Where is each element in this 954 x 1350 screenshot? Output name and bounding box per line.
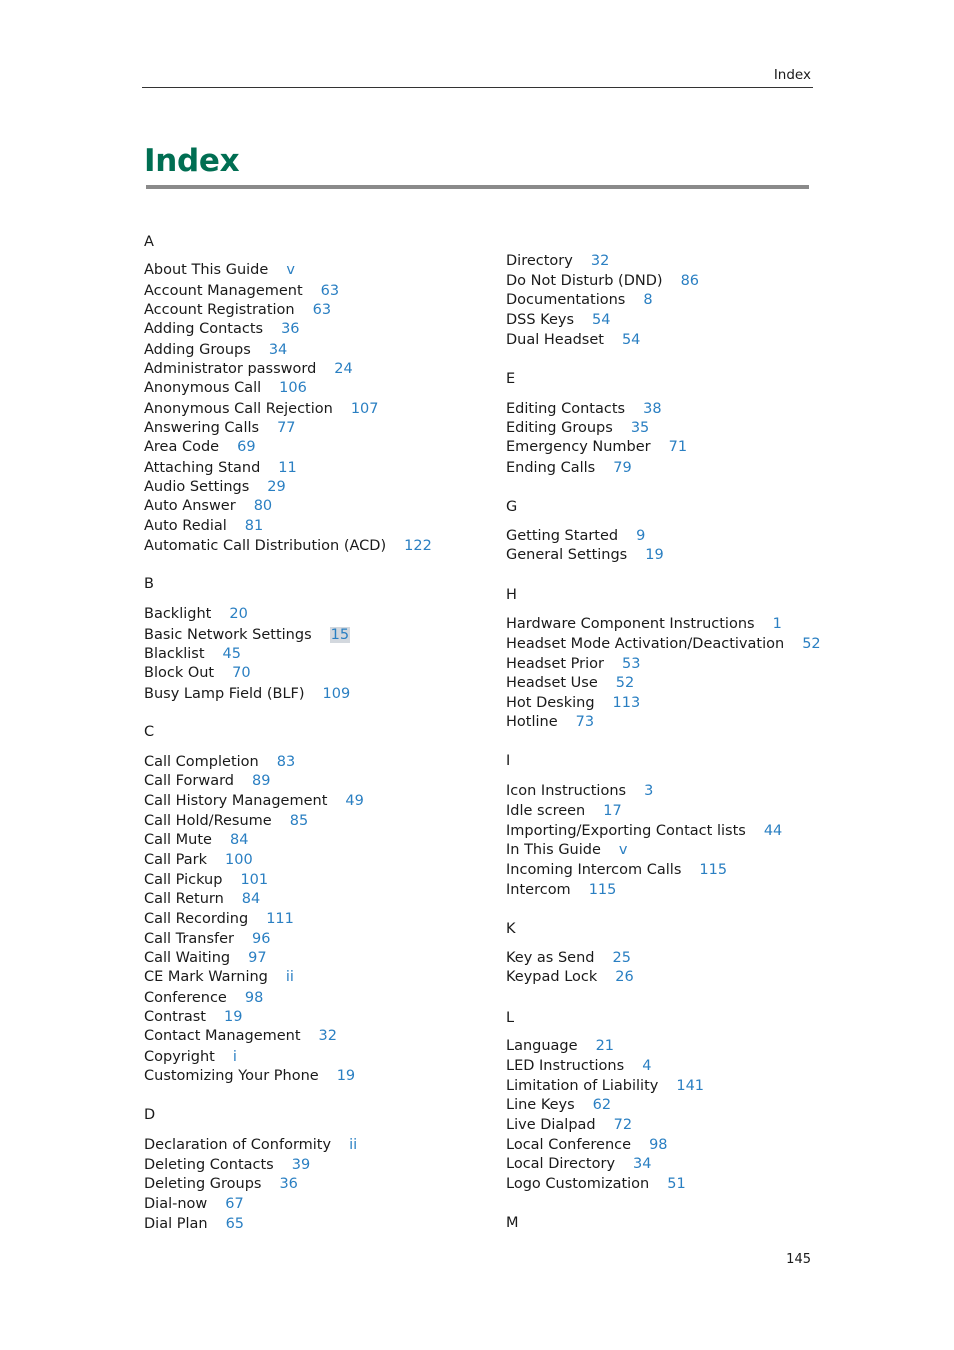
- page-link[interactable]: 19: [336, 1068, 356, 1084]
- index-entry: [506, 862, 727, 878]
- page-link[interactable]: 63: [320, 283, 340, 299]
- index-term: Incoming Intercom Calls: [506, 862, 682, 878]
- index-entry: [506, 1097, 611, 1113]
- index-term: Blacklist: [144, 646, 205, 662]
- index-entry: [144, 646, 241, 662]
- page-link[interactable]: 71: [668, 439, 688, 455]
- page-link[interactable]: 101: [240, 872, 269, 888]
- page-link[interactable]: 9: [636, 528, 646, 544]
- index-entry: [506, 273, 699, 289]
- index-term: Anonymous Call Rejection: [144, 401, 333, 417]
- page-link[interactable]: 19: [223, 1009, 243, 1025]
- index-term: Dial Plan: [144, 1216, 208, 1232]
- page-link[interactable]: 113: [612, 695, 641, 711]
- header-rule: [142, 87, 813, 88]
- index-entry: [506, 969, 634, 985]
- index-term: Headset Prior: [506, 656, 604, 672]
- index-entry: [506, 547, 664, 563]
- index-entry: [506, 616, 782, 632]
- page-link[interactable]: 54: [621, 332, 641, 348]
- section-letter: A: [144, 234, 154, 250]
- page-link[interactable]: 49: [345, 793, 364, 809]
- page-link[interactable]: 73: [575, 714, 595, 730]
- index-entry: [506, 803, 622, 819]
- index-term: Editing Groups: [506, 420, 613, 436]
- running-header: Index: [773, 67, 811, 83]
- index-entry: [506, 636, 821, 652]
- index-term: Getting Started: [506, 528, 619, 544]
- page-link[interactable]: 96: [251, 931, 271, 947]
- index-entry: [144, 793, 364, 809]
- index-entry: [144, 1157, 310, 1173]
- index-term: Headset Use: [506, 675, 598, 691]
- page-link[interactable]: 63: [312, 302, 332, 318]
- index-entry: [144, 1028, 337, 1044]
- index-entry: [144, 872, 268, 888]
- page-link[interactable]: 84: [241, 891, 261, 907]
- index-entry: [144, 401, 379, 417]
- page-link[interactable]: 111: [266, 911, 294, 927]
- index-entry: [144, 498, 272, 514]
- index-entry: [506, 714, 594, 730]
- index-term: Anonymous Call: [144, 380, 262, 396]
- index-entry: [144, 283, 339, 299]
- page-link[interactable]: 98: [649, 1137, 668, 1153]
- index-term: Contrast: [144, 1009, 206, 1025]
- page-link[interactable]: 141: [676, 1078, 705, 1094]
- index-term: Call Hold/Resume: [144, 813, 272, 829]
- page-title: Index: [144, 143, 240, 179]
- page-link[interactable]: 109: [322, 686, 351, 702]
- page-link[interactable]: 81: [244, 518, 264, 534]
- section-letter: B: [144, 576, 154, 592]
- page-number: 145: [786, 1252, 811, 1267]
- page-link[interactable]: 83: [276, 754, 296, 770]
- page-link[interactable]: 54: [592, 312, 611, 328]
- index-entry: [506, 695, 640, 711]
- section-letter: K: [506, 921, 516, 937]
- index-entry: [144, 380, 307, 396]
- index-entry: [506, 1058, 651, 1074]
- index-term: Dial-now: [144, 1196, 208, 1212]
- section-letter: I: [506, 753, 511, 769]
- index-term: Administrator password: [144, 361, 317, 377]
- index-entry: [506, 823, 782, 839]
- index-term: Conference: [144, 990, 227, 1006]
- page-link[interactable]: 36: [279, 1176, 298, 1192]
- page-link[interactable]: 36: [281, 321, 300, 337]
- index-term: Line Keys: [506, 1097, 575, 1113]
- page-link[interactable]: 89: [252, 773, 271, 789]
- index-term: Hot Desking: [506, 695, 595, 711]
- page-link[interactable]: 85: [289, 813, 309, 829]
- index-entry: [144, 1049, 237, 1065]
- index-entry: [144, 627, 350, 643]
- index-term: Local Conference: [506, 1137, 632, 1153]
- index-term: Call Transfer: [144, 931, 234, 947]
- index-entry: [506, 439, 687, 455]
- page-link[interactable]: 62: [592, 1097, 612, 1113]
- index-term: Area Code: [144, 439, 220, 455]
- title-rule: [146, 185, 809, 189]
- page-link[interactable]: 24: [334, 361, 353, 377]
- page-link[interactable]: 32: [590, 253, 610, 269]
- page-link[interactable]: 65: [225, 1216, 245, 1232]
- index-entry: [144, 1068, 355, 1084]
- index-term: Call Waiting: [144, 950, 231, 966]
- page-link[interactable]: i: [232, 1049, 237, 1065]
- page-link[interactable]: 53: [622, 656, 641, 672]
- index-term: Account Registration: [144, 302, 295, 318]
- page-link[interactable]: 35: [630, 420, 650, 436]
- index-term: Headset Mode Activation/Deactivation: [506, 636, 785, 652]
- index-entry: [144, 754, 295, 770]
- index-term: Emergency Number: [506, 439, 651, 455]
- index-entry: [144, 1216, 244, 1232]
- page-link[interactable]: 39: [291, 1157, 311, 1173]
- index-entry: [506, 783, 653, 799]
- index-term: Call History Management: [144, 793, 328, 809]
- index-term: Language: [506, 1038, 578, 1054]
- index-term: Basic Network Settings: [144, 627, 312, 643]
- index-entry: [144, 262, 295, 278]
- index-term: Call Return: [144, 891, 224, 907]
- index-entry: [144, 950, 267, 966]
- index-term: Call Forward: [144, 773, 234, 789]
- index-entry: [144, 665, 251, 681]
- page-link[interactable]: 115: [588, 882, 617, 898]
- index-term: Local Directory: [506, 1156, 616, 1172]
- index-term: Attaching Stand: [144, 460, 261, 476]
- page-link[interactable]: 17: [603, 803, 622, 819]
- page-link[interactable]: 1: [772, 616, 782, 632]
- index-term: Key as Send: [506, 950, 595, 966]
- page-link[interactable]: 29: [267, 479, 286, 495]
- index-term: Customizing Your Phone: [144, 1068, 319, 1084]
- page-link[interactable]: 70: [232, 665, 251, 681]
- index-term: Call Pickup: [144, 872, 223, 888]
- index-term: Icon Instructions: [506, 783, 627, 799]
- index-entry: [144, 813, 308, 829]
- index-term: DSS Keys: [506, 312, 575, 328]
- index-term: Do Not Disturb (DND): [506, 273, 663, 289]
- section-letter: D: [144, 1107, 156, 1123]
- index-term: Deleting Contacts: [144, 1157, 274, 1173]
- index-term: Dual Headset: [506, 332, 604, 348]
- page-link[interactable]: v: [618, 842, 628, 858]
- index-term: Adding Groups: [144, 342, 251, 358]
- index-term: Intercom: [506, 882, 571, 898]
- index-term: About This Guide: [144, 262, 269, 278]
- page-link[interactable]: 44: [763, 823, 783, 839]
- index-term: Audio Settings: [144, 479, 250, 495]
- index-term: Keypad Lock: [506, 969, 598, 985]
- index-entry: [144, 439, 256, 455]
- index-term: LED Instructions: [506, 1058, 625, 1074]
- page-link[interactable]: 45: [222, 646, 241, 662]
- index-entry: [144, 931, 270, 947]
- index-entry: [506, 420, 649, 436]
- page-link[interactable]: 72: [613, 1117, 633, 1133]
- page-link[interactable]: ii: [349, 1137, 358, 1153]
- index-term: Call Completion: [144, 754, 259, 770]
- page-link[interactable]: 97: [248, 950, 267, 966]
- index-term: Editing Contacts: [506, 401, 626, 417]
- page-link[interactable]: 100: [225, 852, 253, 868]
- page-link[interactable]: 106: [279, 380, 307, 396]
- index-term: Backlight: [144, 606, 212, 622]
- page-link[interactable]: 122: [404, 538, 432, 554]
- index-term: Account Management: [144, 283, 303, 299]
- page-link[interactable]: 115: [699, 862, 728, 878]
- index-term: Limitation of Liability: [506, 1078, 659, 1094]
- section-letter: E: [506, 371, 516, 387]
- page-link[interactable]: 32: [318, 1028, 337, 1044]
- page-link[interactable]: 11: [278, 460, 297, 476]
- index-term: In This Guide: [506, 842, 601, 858]
- index-entry: [506, 1156, 651, 1172]
- page-link[interactable]: 84: [229, 832, 249, 848]
- page-link[interactable]: v: [286, 262, 295, 278]
- index-entry: [506, 253, 609, 269]
- index-term: CE Mark Warning: [144, 969, 268, 985]
- page-link[interactable]: 8: [643, 292, 653, 308]
- index-entry: [144, 852, 253, 868]
- index-term: Directory: [506, 253, 573, 269]
- index-term: Logo Customization: [506, 1176, 650, 1192]
- section-letter: M: [506, 1215, 519, 1231]
- index-entry: [144, 1176, 298, 1192]
- index-entry: [506, 950, 631, 966]
- index-entry: [144, 969, 294, 985]
- index-entry: [144, 518, 263, 534]
- index-entry: [506, 401, 662, 417]
- page-link[interactable]: 34: [633, 1156, 652, 1172]
- index-entry: [144, 911, 294, 927]
- index-term: Documentations: [506, 292, 626, 308]
- index-entry: [506, 1117, 632, 1133]
- index-entry: [506, 842, 628, 858]
- index-term: Busy Lamp Field (BLF): [144, 686, 305, 702]
- index-term: Declaration of Conformity: [144, 1137, 332, 1153]
- index-term: Adding Contacts: [144, 321, 264, 337]
- page-link[interactable]: 19: [645, 547, 664, 563]
- page-link[interactable]: 69: [237, 439, 256, 455]
- index-entry: [144, 1009, 242, 1025]
- section-letter: L: [506, 1010, 515, 1026]
- page-link[interactable]: 51: [667, 1176, 686, 1192]
- index-term: Hotline: [506, 714, 558, 730]
- index-entry: [144, 361, 353, 377]
- index-entry: [144, 1196, 244, 1212]
- index-entry: [144, 1137, 357, 1153]
- index-entry: [506, 460, 632, 476]
- section-letter: C: [144, 724, 155, 740]
- page-link[interactable]: 3: [644, 783, 654, 799]
- index-term: Automatic Call Distribution (ACD): [144, 538, 387, 554]
- page-link[interactable]: 52: [615, 675, 635, 691]
- index-term: General Settings: [506, 547, 628, 563]
- index-entry: [144, 538, 432, 554]
- index-term: Ending Calls: [506, 460, 596, 476]
- page-link[interactable]: 107: [350, 401, 379, 417]
- index-term: Answering Calls: [144, 420, 260, 436]
- index-term: Idle screen: [506, 803, 586, 819]
- index-term: Call Park: [144, 852, 208, 868]
- index-entry: [506, 292, 653, 308]
- index-term: Copyright: [144, 1049, 215, 1065]
- index-entry: [144, 832, 248, 848]
- index-entry: [144, 990, 263, 1006]
- index-entry: [506, 312, 610, 328]
- index-term: Auto Redial: [144, 518, 227, 534]
- index-term: Call Mute: [144, 832, 212, 848]
- page-link[interactable]: 34: [268, 342, 288, 358]
- index-entry: [506, 882, 616, 898]
- index-term: Call Recording: [144, 911, 249, 927]
- page-link[interactable]: 52: [802, 636, 821, 652]
- page-link[interactable]: 77: [277, 420, 296, 436]
- index-entry: [144, 342, 287, 358]
- index-entry: [506, 1176, 686, 1192]
- section-letter: G: [506, 499, 518, 515]
- page-link[interactable]: 26: [615, 969, 634, 985]
- index-term: Auto Answer: [144, 498, 236, 514]
- index-entry: [506, 1038, 614, 1054]
- index-entry: [144, 302, 331, 318]
- page-link[interactable]: 80: [253, 498, 273, 514]
- page-link[interactable]: 98: [244, 990, 264, 1006]
- index-term: Deleting Groups: [144, 1176, 262, 1192]
- index-entry: [506, 656, 640, 672]
- page-link[interactable]: 67: [225, 1196, 244, 1212]
- index-entry: [144, 420, 296, 436]
- index-term: Block Out: [144, 665, 215, 681]
- index-entry: [506, 1078, 704, 1094]
- page-link[interactable]: ii: [285, 969, 294, 985]
- page-link[interactable]: 4: [642, 1058, 652, 1074]
- index-entry: [506, 675, 634, 691]
- index-entry: [506, 332, 640, 348]
- index-term: Hardware Component Instructions: [506, 616, 755, 632]
- page-link[interactable]: 20: [229, 606, 248, 622]
- index-entry: [506, 528, 645, 544]
- index-term: Importing/Exporting Contact lists: [506, 823, 746, 839]
- index-entry: [144, 773, 270, 789]
- page-link[interactable]: 25: [612, 950, 631, 966]
- index-entry: [144, 606, 248, 622]
- index-entry: [144, 460, 297, 476]
- index-entry: [144, 686, 350, 702]
- index-term: Contact Management: [144, 1028, 301, 1044]
- page-link[interactable]: 38: [643, 401, 662, 417]
- page-link[interactable]: 79: [613, 460, 632, 476]
- index-entry: [506, 1137, 668, 1153]
- page-link[interactable]: 21: [595, 1038, 615, 1054]
- index-entry: [144, 891, 260, 907]
- page-link[interactable]: 86: [680, 273, 700, 289]
- index-entry: [144, 479, 286, 495]
- index-entry: [144, 321, 300, 337]
- section-letter: H: [506, 587, 517, 603]
- page-link[interactable]: 15: [330, 627, 350, 643]
- index-term: Live Dialpad: [506, 1117, 596, 1133]
